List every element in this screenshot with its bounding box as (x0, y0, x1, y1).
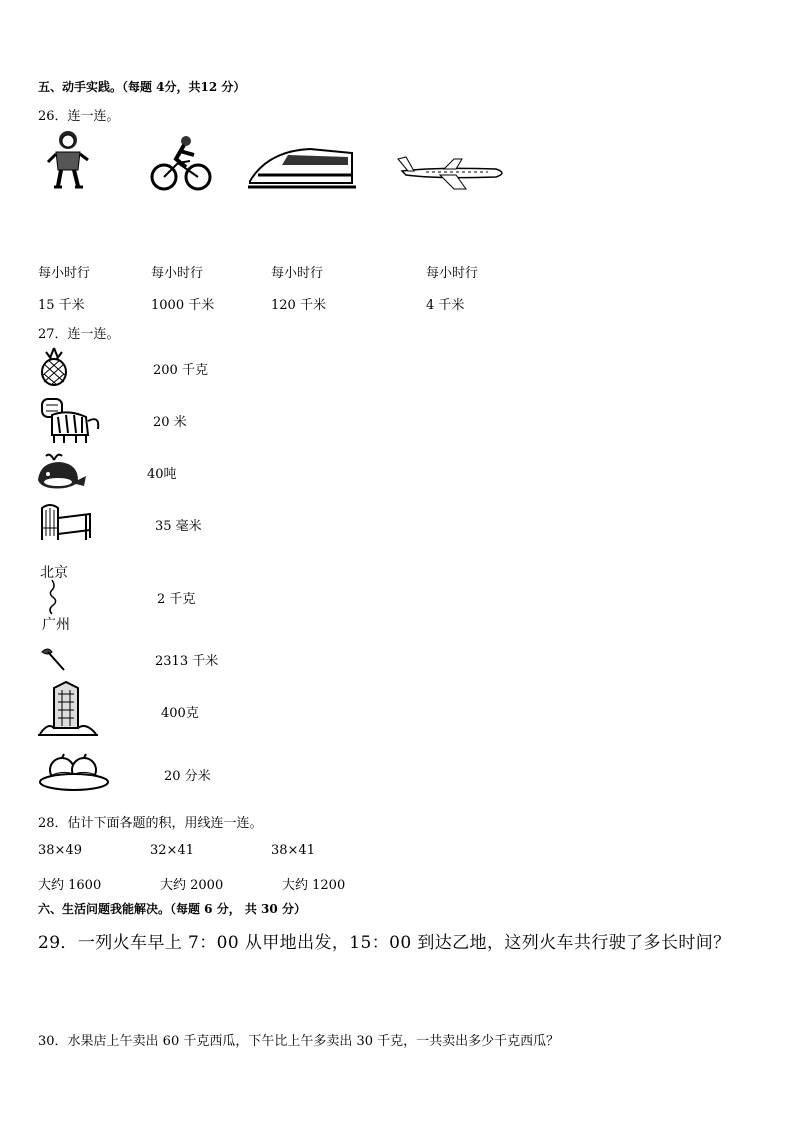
q26-speed-value-2: 1000 千米 (151, 298, 215, 313)
map-label-beijing: 北京 (40, 565, 68, 581)
q28-estimate-2: 大约 2000 (160, 878, 224, 893)
bed-picture (38, 500, 94, 544)
q28-expression-1: 38×49 (38, 843, 82, 858)
q26-speed-label-1: 每小时行 (38, 266, 91, 281)
q27-value-5: 2 千克 (157, 592, 196, 607)
q29-text: 29．一列火车早上 7：00 从甲地出发，15：00 到达乙地，这列火车共行驶了多长时间？ (38, 933, 731, 953)
q26-speed-label-3: 每小时行 (271, 266, 324, 281)
section-5-heading: 五、动手实践。（每题 4分，共12 分） (38, 80, 246, 94)
q28-expression-2: 32×41 (150, 843, 194, 858)
q28-title: 28．估计下面各题的积，用线连一连。 (38, 816, 263, 831)
q27-value-1: 200 千克 (153, 363, 208, 378)
nail-picture (40, 644, 68, 674)
building-picture (38, 682, 98, 736)
q26-speed-value-1: 15 千米 (38, 298, 85, 313)
q27-value-2: 20 米 (153, 415, 187, 430)
q27-value-4: 35 毫米 (155, 519, 202, 534)
q28-estimate-1: 大约 1600 (38, 878, 102, 893)
airplane-picture (396, 153, 508, 193)
q27-title: 27．连一连。 (38, 327, 120, 342)
q26-speed-label-4: 每小时行 (426, 266, 479, 281)
q27-value-3: 40吨 (147, 467, 177, 482)
q26-speed-value-4: 4 千米 (426, 298, 465, 313)
q27-value-6: 2313 千米 (155, 654, 219, 669)
high-speed-train-picture (248, 143, 358, 191)
whale-picture (36, 450, 88, 492)
section-6-heading: 六、生活问题我能解决。（每题 6 分， 共 30 分） (38, 902, 306, 916)
q27-value-8: 20 分米 (164, 769, 211, 784)
q30-text: 30．水果店上午卖出 60 千克西瓜，下午比上午多卖出 30 千克，一共卖出多少千克西瓜？ (38, 1034, 560, 1049)
fruit-plate-picture (38, 754, 110, 792)
q27-value-7: 400克 (161, 706, 199, 721)
cyclist-picture (150, 133, 212, 193)
girl-walking-picture (46, 128, 90, 190)
q28-expression-3: 38×41 (271, 843, 315, 858)
q26-speed-label-2: 每小时行 (151, 266, 204, 281)
q28-estimate-3: 大约 1200 (282, 878, 346, 893)
pineapple-picture (38, 348, 70, 386)
q26-title: 26．连一连。 (38, 109, 120, 124)
map-label-guangzhou: 广州 (42, 617, 70, 633)
route-line-icon (44, 580, 64, 614)
q26-speed-value-3: 120 千米 (271, 298, 326, 313)
tiger-picture (38, 395, 102, 445)
